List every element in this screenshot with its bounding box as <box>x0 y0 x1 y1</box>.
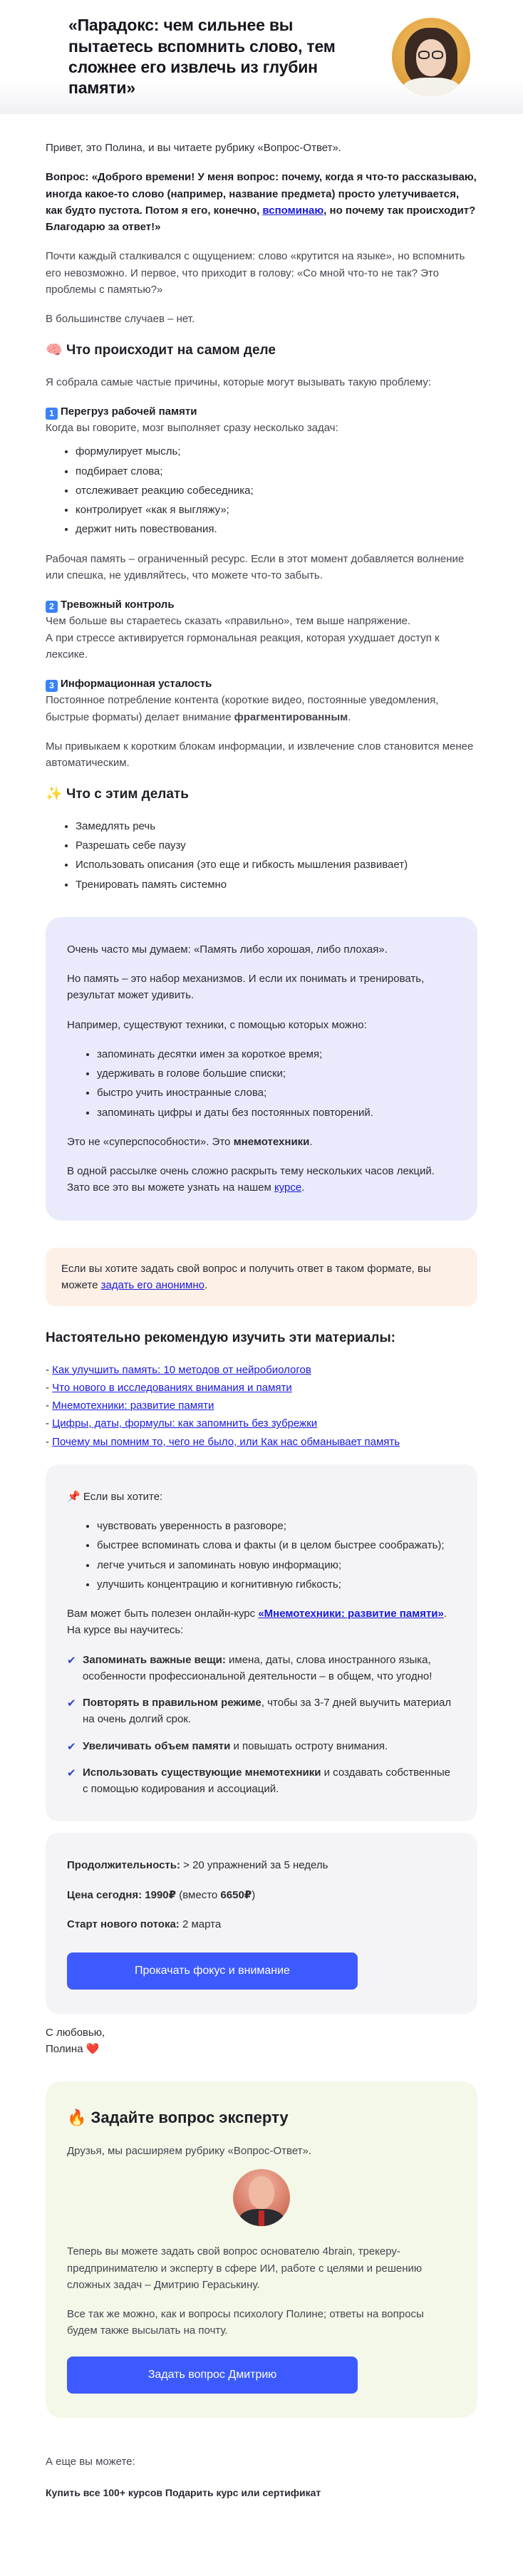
material-link[interactable]: Как улучшить память: 10 методов от нейробиологов <box>52 1363 311 1376</box>
checkmark-icon: ✔ <box>67 1654 76 1667</box>
cause-1-after: Рабочая память – ограниченный ресурс. Если в этот момент добавляется волнение или спешка, не удивляйтесь, что можете что-то забыть. <box>46 552 465 581</box>
benefit-bold: Использовать существующие мнемотехники <box>83 1766 321 1779</box>
list-item: • быстро учить иностранные слова; <box>97 1085 456 1101</box>
paragraph-tip-of-tongue: Почти каждый сталкивался с ощущением: слово «крутится на языке», но вспомнить его невозможно. И первое, что приходит в голову: «Со мной что-то не так? Это проблемы с памятью?» <box>46 250 465 296</box>
course-offer-lead-text: Если вы хотите: <box>83 1490 163 1503</box>
cause-3-after: Мы привыкаем к коротким блокам информации, и извлечение слов становится менее автоматическим. <box>46 740 474 770</box>
course-price-card <box>46 1833 477 2014</box>
blue-card-p2: Но память – это набор механизмов. И если их понимать и тренировать, результат может удивить. <box>67 973 425 1002</box>
cause-3-text <box>46 692 477 725</box>
cause-3-text-before: Постоянное потребление контента (короткие видео, постоянные уведомления, быстрые форматы) делает внимание <box>46 694 439 723</box>
material-link[interactable]: Почему мы помним то, чего не было, или Как нас обманывает память <box>52 1435 400 1448</box>
fire-icon: 🔥 <box>67 2109 87 2127</box>
newsletter-title: «Парадокс: чем сильнее вы пытаетесь вспомнить слово, тем сложнее его извлечь из глубин памяти» <box>68 16 336 98</box>
list-item: - Что нового в исследованиях внимания и памяти <box>46 1381 292 1394</box>
expert-photo-icon <box>233 2169 290 2226</box>
boost-focus-button[interactable]: Прокачать фокус и внимание <box>67 1952 358 1990</box>
cause-1-label: Перегруз рабочей памяти <box>61 405 197 418</box>
list-item: - Мнемотехники: развитие памяти <box>46 1400 214 1412</box>
cause-3-text-bold: фрагментированным <box>234 710 348 723</box>
material-link[interactable]: Мнемотехники: развитие памяти <box>52 1400 214 1412</box>
list-item: • быстрее вспоминать слова и факты (и в целом быстрее соображать); <box>97 1537 456 1553</box>
list-item: - Почему мы помним то, чего не было, или Как нас обманывает память <box>46 1435 400 1448</box>
question-text-before: Вопрос: «Доброго времени! У меня вопрос: почему, когда я что-то рассказываю, иногда какое-то слово (например, название предмета) просто улетучивается, как будто пустота. Потом я его, конечно, <box>46 171 477 217</box>
cause-2-line1: Чем больше вы стараетесь сказать «правильно», тем выше напряжение. <box>46 615 411 628</box>
ask-expert-p2: Теперь вы можете задать свой вопрос основателю 4brain, трекеру-предпринимателю и эксперту в сфере ИИ, работе с целями и решению сложных задач – Дмитрию Гераськину. <box>67 2245 423 2291</box>
question-text-after: , но почему так происходит? Благодарю за ответ!» <box>46 204 476 233</box>
sparkles-icon: ✨ <box>46 787 63 802</box>
section-what-to-do-title <box>46 784 477 805</box>
signoff-line2: Полина ❤️ <box>46 2042 100 2055</box>
cause-working-memory <box>46 403 477 584</box>
section-what-to-do-label: Что с этим делать <box>66 787 189 802</box>
materials-list <box>46 1362 477 1450</box>
list-item: • держит нить повествования. <box>76 521 477 537</box>
newsletter-header <box>0 0 523 114</box>
cause-3-label: Информационная усталость <box>61 678 212 690</box>
list-item: • улучшить концентрацию и когнитивную гибкость; <box>97 1576 456 1593</box>
benefit-rest: и повышать остроту внимания. <box>230 1739 388 1752</box>
list-item: • подбирает слова; <box>76 463 477 480</box>
number-3-icon: 3 <box>46 680 58 692</box>
blue-card-p4-after: . <box>309 1135 313 1148</box>
cause-1-list <box>61 443 477 537</box>
checkmark-icon: ✔ <box>67 1767 76 1779</box>
course-benefits-list <box>67 1652 456 1798</box>
signoff-line1: С любовью, <box>46 2027 105 2039</box>
memory-techniques-card <box>46 917 477 1221</box>
paragraph-mostly-no: В большинстве случаев – нет. <box>46 313 195 325</box>
cause-3-text-after: . <box>348 710 351 723</box>
list-item <box>67 1738 456 1754</box>
price-old: 6650₽ <box>220 1888 252 1901</box>
what-to-do-list <box>61 818 477 893</box>
course-offer-text <box>67 1605 456 1639</box>
section-what-happens-label: Что происходит на самом деле <box>66 343 276 358</box>
ask-expert-card <box>46 2081 477 2418</box>
list-item: • формулирует мысль; <box>76 443 477 460</box>
list-item <box>67 1652 456 1685</box>
question-link-remember[interactable]: вспоминаю <box>262 204 324 217</box>
list-item: • Разрешать себе паузу <box>76 837 477 854</box>
course-start <box>67 1916 456 1933</box>
section-what-happens-title <box>46 340 477 361</box>
ask-expert-title <box>67 2106 456 2130</box>
ask-expert-label: Задайте вопрос эксперту <box>90 2109 289 2127</box>
list-item: - Цифры, даты, формулы: как запомнить без зубрежки <box>46 1417 318 1430</box>
material-link[interactable]: Что нового в исследованиях внимания и памяти <box>52 1381 292 1394</box>
course-duration <box>67 1857 456 1873</box>
list-item: - Как улучшить память: 10 методов от нейробиологов <box>46 1363 311 1376</box>
blue-card-list <box>83 1046 456 1121</box>
price-old-after: ) <box>252 1888 256 1901</box>
course-mnemonics-link[interactable]: «Мнемотехники: развитие памяти» <box>258 1608 444 1620</box>
course-wants-list <box>83 1518 456 1593</box>
list-item: • запоминать десятки имен за короткое время; <box>97 1046 456 1062</box>
duration-label: Продолжительность: <box>67 1859 180 1872</box>
course-offer-card <box>46 1464 477 1822</box>
benefit-rest: , чтобы за 3-7 дней выучить материал на очень долгий срок. <box>83 1697 452 1726</box>
pushpin-icon: 📌 <box>67 1490 81 1503</box>
cause-2-title <box>46 596 477 613</box>
price-old-before: (вместо <box>176 1888 221 1901</box>
benefit-bold: Повторять в правильном режиме <box>83 1697 262 1709</box>
ask-anonymously-text: Если вы хотите задать свой вопрос и получить ответ в таком формате, вы можете <box>61 1262 431 1291</box>
list-item: • легче учиться и запоминать новую информацию; <box>97 1557 456 1573</box>
ask-expert-p3: Все так же можно, как и вопросы психологу Полине; ответы на вопросы будем также высылать на почту. <box>67 2308 424 2337</box>
benefit-bold: Запоминать важные вещи: <box>83 1653 226 1666</box>
list-item: • отслеживает реакцию собеседника; <box>76 482 477 499</box>
start-label: Старт нового потока: <box>67 1918 180 1930</box>
list-item: • Использовать описания (это еще и гибкость мышления развивает) <box>76 857 477 873</box>
course-offer-before: Вам может быть полезен онлайн-курс <box>67 1608 259 1620</box>
ask-anonymously-card <box>46 1248 477 1307</box>
brain-icon: 🧠 <box>46 343 63 358</box>
cause-anxious-control <box>46 596 477 663</box>
list-item <box>67 1764 456 1798</box>
blue-card-p5-after: . <box>301 1181 305 1194</box>
benefit-bold: Увеличивать объем памяти <box>83 1739 231 1752</box>
blue-card-p3: Например, существуют техники, с помощью которых можно: <box>67 1018 367 1031</box>
signoff <box>46 2025 477 2057</box>
ask-dmitry-button[interactable]: Задать вопрос Дмитрию <box>67 2357 358 2394</box>
author-avatar-icon <box>392 18 470 96</box>
footer-lead: А еще вы можете: <box>46 2455 135 2468</box>
checkmark-icon: ✔ <box>67 1740 76 1753</box>
blue-card-p5-before: В одной рассылке очень сложно раскрыть тему нескольких часов лекций. Зато все это вы можете узнать на нашем <box>67 1165 435 1194</box>
course-offer-lead <box>67 1489 456 1505</box>
cause-1-lead: Когда вы говорите, мозг выполняет сразу несколько задач: <box>46 422 338 435</box>
blue-card-p1: Очень часто мы думаем: «Память либо хорошая, либо плохая». <box>67 943 388 956</box>
cause-3-title <box>46 676 477 692</box>
cause-info-fatigue <box>46 676 477 771</box>
blue-card-p4 <box>67 1134 456 1150</box>
reader-question <box>46 169 477 235</box>
list-item <box>67 1695 456 1728</box>
duration-value: > 20 упражнений за 5 недель <box>180 1859 328 1872</box>
footer-links-row[interactable]: Купить все 100+ курсов Подарить курс или сертификат <box>46 2486 321 2498</box>
number-2-icon: 2 <box>46 601 58 613</box>
ask-anonymously-link[interactable]: задать его анонимно <box>100 1278 204 1291</box>
blue-card-p4-bold: мнемотехники <box>233 1135 310 1148</box>
benefit-rest: и создавать собственные с помощью кодирования и ассоциаций. <box>83 1766 450 1796</box>
price-value: 1990₽ <box>145 1888 177 1901</box>
intro-text: Привет, это Полина, и вы читаете рубрику «Вопрос-Ответ». <box>46 142 341 154</box>
cause-2-label: Тревожный контроль <box>61 599 175 611</box>
list-item: • Тренировать память системно <box>76 876 477 893</box>
course-link[interactable]: курсе <box>274 1181 302 1194</box>
blue-card-p5 <box>67 1163 456 1196</box>
list-item: • запоминать цифры и даты без постоянных повторений. <box>97 1105 456 1121</box>
cause-2-line2: А при стрессе активируется гормональная реакция, которая ухудшает доступ к лексике. <box>46 631 440 661</box>
checkmark-icon: ✔ <box>67 1697 76 1710</box>
materials-title: Настоятельно рекомендую изучить эти материалы: <box>46 1330 396 1346</box>
benefit-rest: имена, даты, слова иностранного языка, особенности профессиональной деятельности – в общем, что угодно! <box>83 1653 433 1682</box>
price-label: Цена сегодня: <box>67 1888 143 1901</box>
course-price <box>67 1887 456 1903</box>
course-offer-after: . На курсе вы научитесь: <box>67 1608 447 1637</box>
blue-card-p4-before: Это не «суперспособности». Это <box>67 1135 234 1148</box>
number-1-icon: 1 <box>46 408 58 420</box>
list-item: • чувствовать уверенность в разговоре; <box>97 1518 456 1534</box>
cause-1-title <box>46 403 477 420</box>
start-value: 2 марта <box>179 1918 222 1930</box>
ask-expert-p1: Друзья, мы расширяем рубрику «Вопрос-Ответ». <box>67 2145 312 2158</box>
ask-anonymously-text-after: . <box>204 1278 208 1291</box>
section-what-happens-lead: Я собрала самые частые причины, которые могут вызывать такую проблему: <box>46 376 432 388</box>
material-link[interactable]: Цифры, даты, формулы: как запомнить без зубрежки <box>52 1417 318 1430</box>
list-item: • Замедлять речь <box>76 818 477 834</box>
list-item: • удерживать в голове большие списки; <box>97 1065 456 1082</box>
list-item: • контролирует «как я выгляжу»; <box>76 502 477 518</box>
